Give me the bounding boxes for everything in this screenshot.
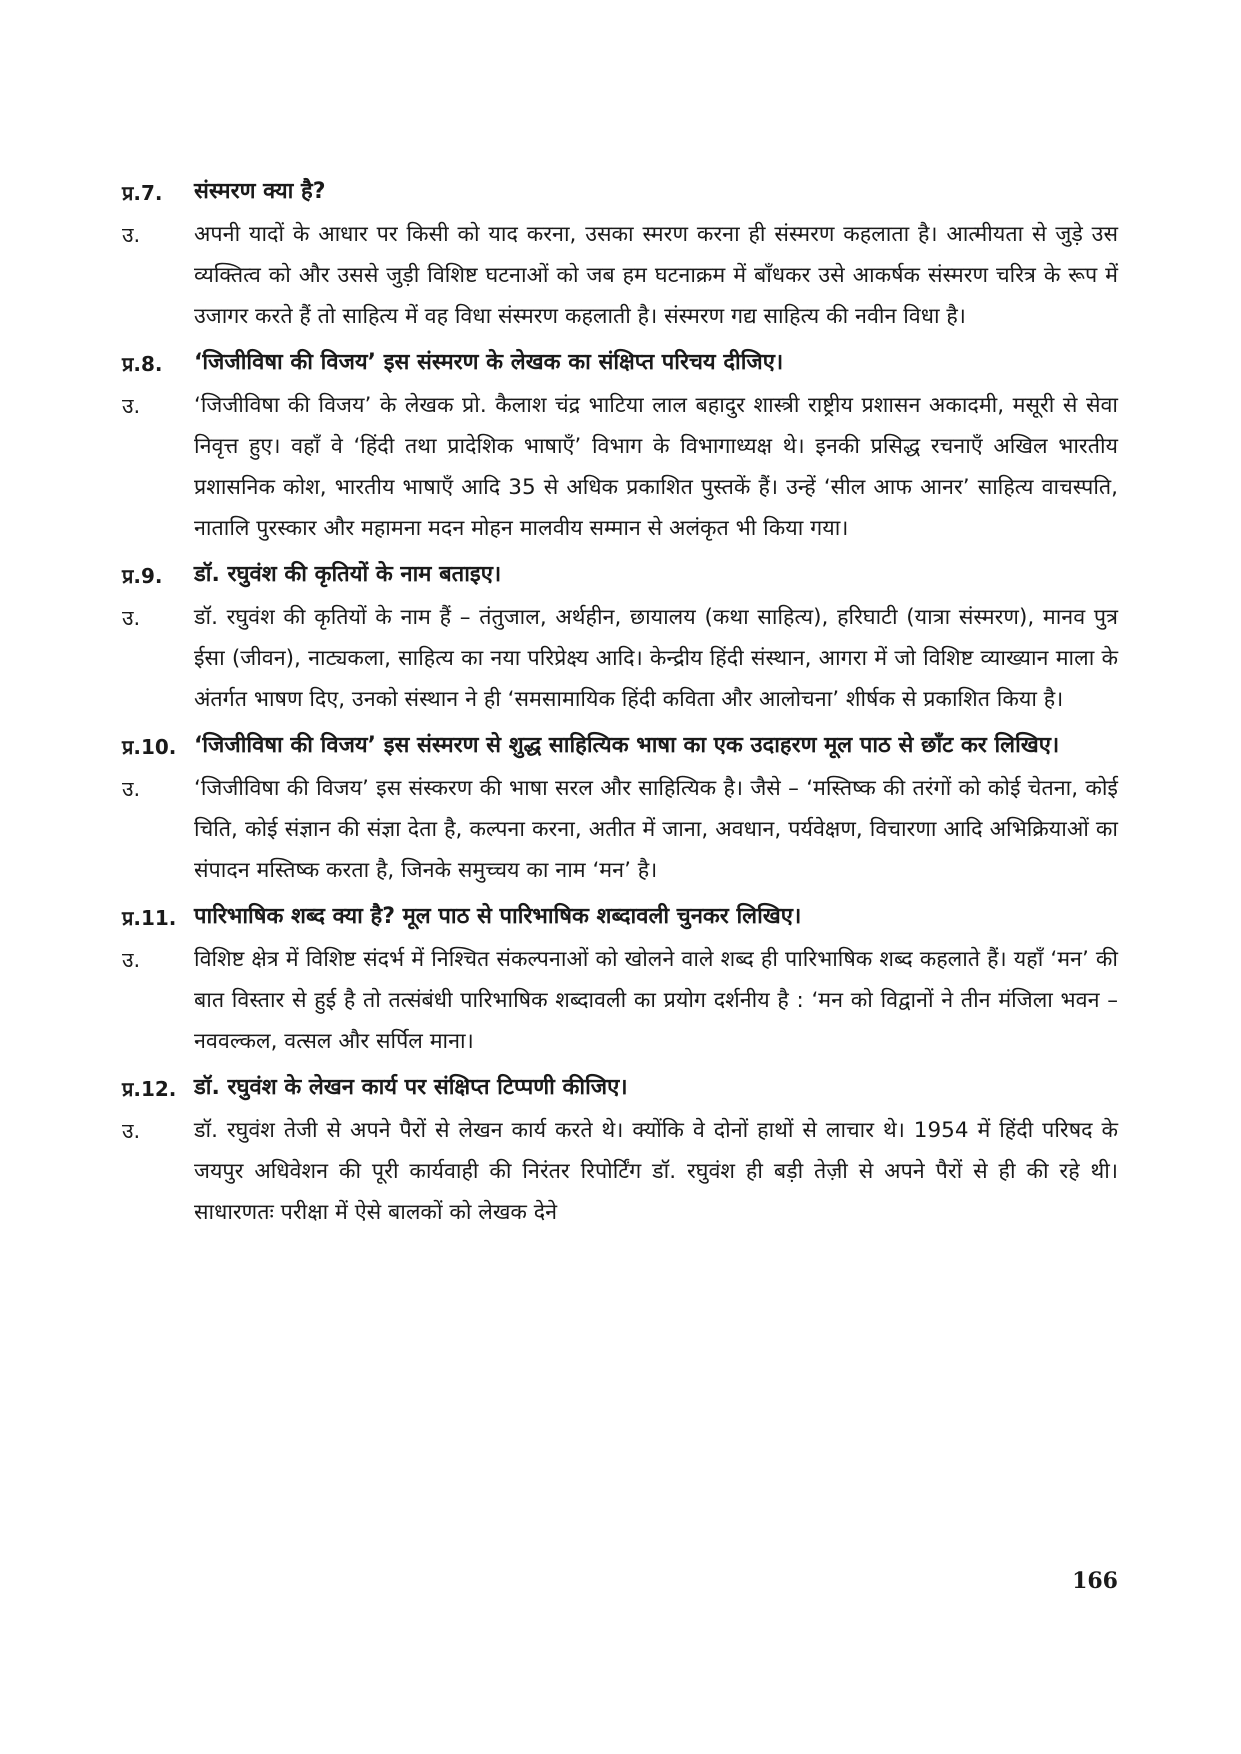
question-number: प्र.12. [122, 1077, 177, 1101]
question-row [122, 897, 1118, 939]
qa-block-10 [122, 726, 1118, 891]
question-text: डॉ. रघुवंश के लेखन कार्य पर संक्षिप्त टिप्पणी कीजिए। [194, 1075, 628, 1100]
answer-text: ‘जिजीविषा की विजय’ इस संस्करण की भाषा सरल और साहित्यिक है। जैसे – ‘मस्तिष्क की तरंगों को कोई चेतना, कोई चिति, कोई संज्ञान की संज्ञा देता है, कल्पना करना, अतीत में जाना, अवधान, पर्यवेक्षण, विचारणा आदि अभिक्रियाओं का संपादन मस्तिष्क करता है, जिनके समुच्चय का नाम ‘मन’ है। [194, 776, 1118, 883]
question-number: प्र.10. [122, 735, 177, 759]
question-number: प्र.11. [122, 906, 177, 930]
question-row [122, 555, 1118, 597]
question-text: ‘जिजीविषा की विजय’ इस संस्मरण के लेखक का संक्षिप्त परिचय दीजिए। [194, 350, 784, 375]
question-text: संस्मरण क्या है? [194, 179, 326, 204]
question-text: पारिभाषिक शब्द क्या है? मूल पाठ से पारिभाषिक शब्दावली चुनकर लिखिए। [194, 904, 802, 929]
answer-text: विशिष्ट क्षेत्र में विशिष्ट संदर्भ में निश्चित संकल्पनाओं को खोलने वाले शब्द ही पारिभाषिक शब्द कहलाते हैं। यहाँ ‘मन’ की बात विस्तार से हुई है तो तत्संबंधी पारिभाषिक शब्दावली का प्रयोग दर्शनीय है : ‘मन को विद्वानों ने तीन मंजिला भवन – नववल्कल, वत्सल और सर्पिल माना। [194, 947, 1118, 1054]
qa-block-9 [122, 555, 1118, 720]
question-text: ‘जिजीविषा की विजय’ इस संस्मरण से शुद्ध साहित्यिक भाषा का एक उदाहरण मूल पाठ से छाँट कर लिखिए। [194, 733, 1060, 758]
answer-text: ‘जिजीविषा की विजय’ के लेखक प्रो. कैलाश चंद्र भाटिया लाल बहादुर शास्त्री राष्ट्रीय प्रशासन अकादमी, मसूरी से सेवा निवृत्त हुए। वहाँ वे ‘हिंदी तथा प्रादेशिक भाषाएँ’ विभाग के विभागाध्यक्ष थे। इनकी प्रसिद्ध रचनाएँ अखिल भारतीय प्रशासनिक कोश, भारतीय भाषाएँ आदि 35 से अधिक प्रकाशित पुस्तकें हैं। उन्हें ‘सील आफ आनर’ साहित्य वाचस्पति, नातालि पुरस्कार और महामना मदन मोहन मालवीय सम्मान से अलंकृत भी किया गया। [194, 393, 1118, 541]
page-content [122, 172, 1118, 1233]
question-number: प्र.8. [122, 352, 163, 376]
answer-text: डॉ. रघुवंश की कृतियों के नाम हैं – तंतुजाल, अर्थहीन, छायालय (कथा साहित्य), हरिघाटी (यात्रा संस्मरण), मानव पुत्र ईसा (जीवन), नाट्यकला, साहित्य का नया परिप्रेक्ष्य आदि। केन्द्रीय हिंदी संस्थान, आगरा में जो विशिष्ट व्याख्यान माला के अंतर्गत भाषण दिए, उनको संस्थान ने ही ‘समसामायिक हिंदी कविता और आलोचना’ शीर्षक से प्रकाशित किया है। [194, 605, 1118, 712]
question-number: प्र.7. [122, 181, 163, 205]
answer-marker: उ. [122, 606, 141, 630]
answer-row [122, 597, 1118, 720]
answer-marker: उ. [122, 1119, 141, 1143]
answer-text: अपनी यादों के आधार पर किसी को याद करना, उसका स्मरण करना ही संस्मरण कहलाता है। आत्मीयता से जुड़े उस व्यक्तित्व को और उससे जुड़ी विशिष्ट घटनाओं को जब हम घटनाक्रम में बाँधकर उसे आकर्षक संस्मरण चरित्र के रूप में उजागर करते हैं तो साहित्य में वह विधा संस्मरण कहलाती है। संस्मरण गद्य साहित्य की नवीन विधा है। [194, 222, 1118, 329]
question-text: डॉ. रघुवंश की कृतियों के नाम बताइए। [194, 562, 502, 587]
answer-row [122, 385, 1118, 549]
answer-text: डॉ. रघुवंश तेजी से अपने पैरों से लेखन कार्य करते थे। क्योंकि वे दोनों हाथों से लाचार थे। 1954 में हिंदी परिषद के जयपुर अधिवेशन की पूरी कार्यवाही की निरंतर रिपोर्टिंग डॉ. रघुवंश ही बड़ी तेज़ी से अपने पैरों से ही की रहे थी। साधारणतः परीक्षा में ऐसे बालकों को लेखक देने [194, 1118, 1118, 1225]
question-row [122, 343, 1118, 385]
question-row [122, 1068, 1118, 1110]
answer-row [122, 1110, 1118, 1233]
answer-row [122, 214, 1118, 337]
answer-row [122, 939, 1118, 1062]
question-number: प्र.9. [122, 564, 163, 588]
qa-block-7 [122, 172, 1118, 337]
page-number: 166 [1072, 1568, 1118, 1594]
answer-marker: उ. [122, 948, 141, 972]
qa-block-12 [122, 1068, 1118, 1233]
question-row [122, 172, 1118, 214]
answer-marker: उ. [122, 777, 141, 801]
answer-marker: उ. [122, 394, 141, 418]
answer-row [122, 768, 1118, 891]
question-row [122, 726, 1118, 768]
answer-marker: उ. [122, 223, 141, 247]
qa-block-11 [122, 897, 1118, 1062]
qa-block-8 [122, 343, 1118, 549]
